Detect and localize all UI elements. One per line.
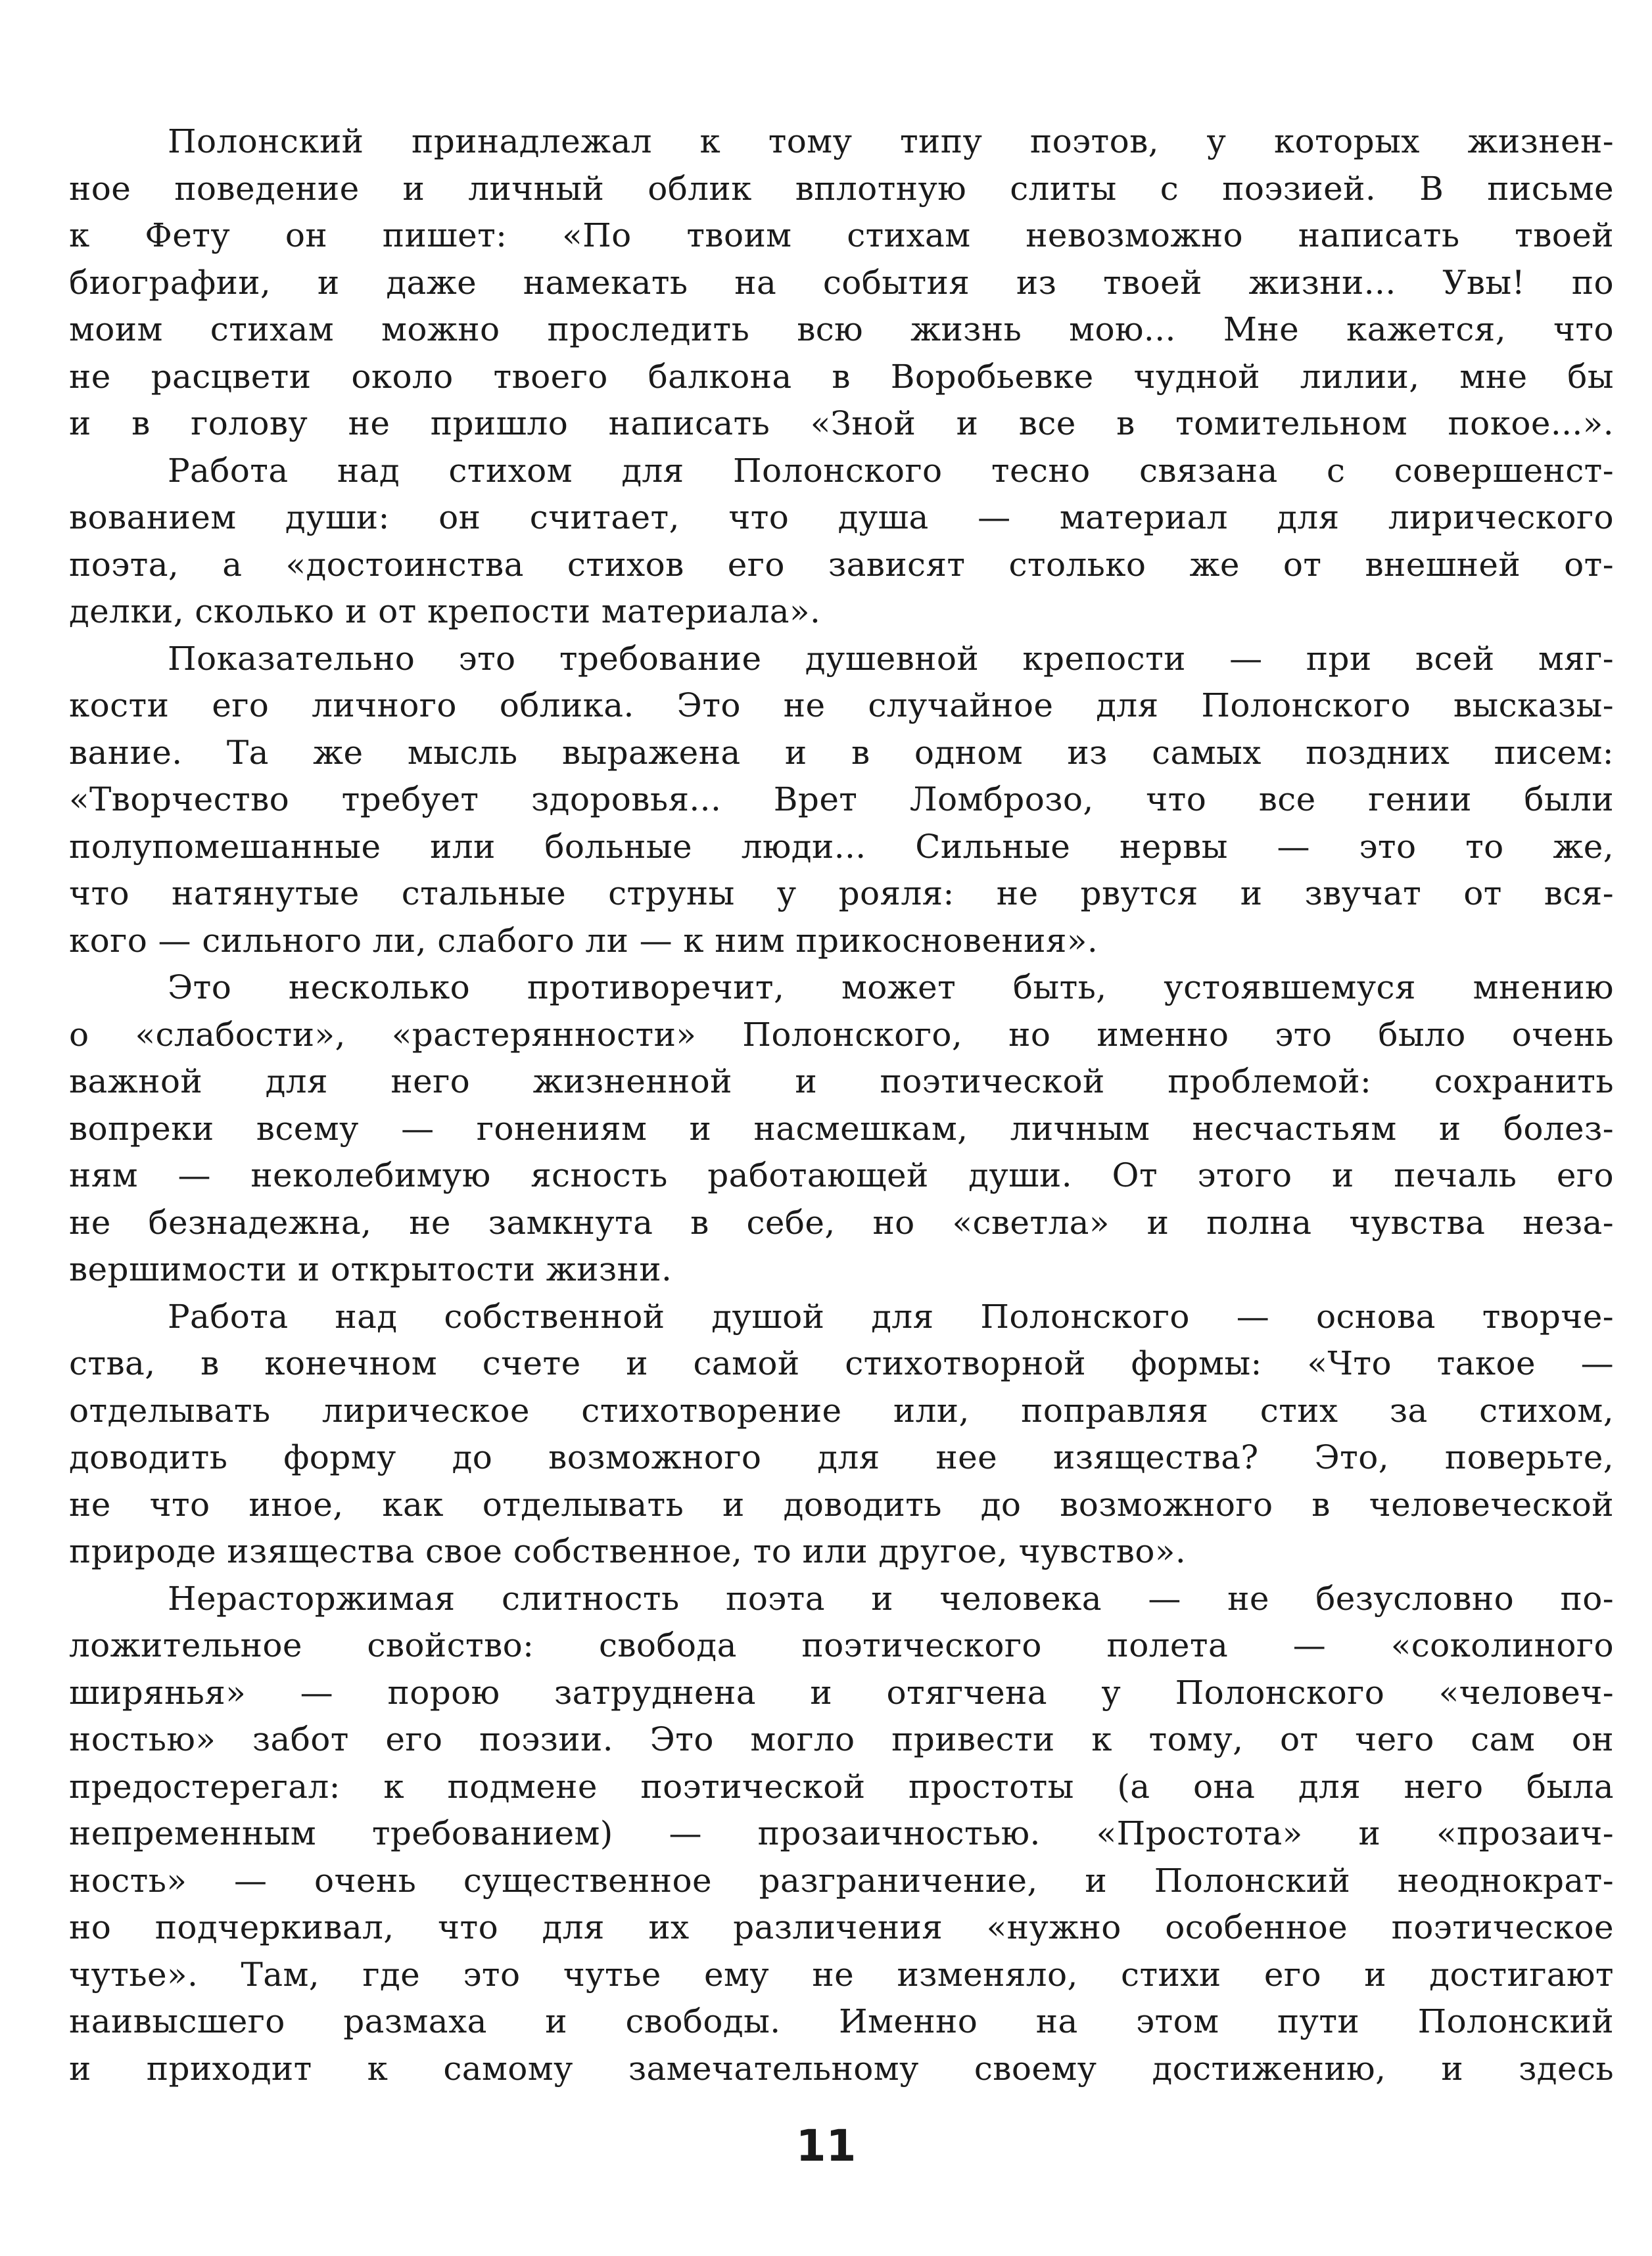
paragraph-4-line-4: вопреки всему — гонениям и насмешкам, личным несчастьям и болез- xyxy=(69,1109,1614,1148)
paragraph-5-line-3: отделывать лирическое стихотворение или, поправляя стих за стихом, xyxy=(69,1391,1614,1430)
paragraph-6-line-1: Нерасторжимая слитность поэта и человека — не безусловно по- xyxy=(168,1579,1614,1618)
paragraph-6-line-3: ширянья» — порою затруднена и отягчена у Полонского «человеч- xyxy=(69,1673,1614,1712)
paragraph-4-line-6: не безнадежна, не замкнута в себе, но «светла» и полна чувства неза- xyxy=(69,1203,1614,1242)
paragraph-3-line-5: полупомешанные или больные люди... Сильные нервы — это то же, xyxy=(69,827,1614,866)
paragraph-1-line-2: ное поведение и личный облик вплотную слиты с поэзией. В письме xyxy=(69,169,1614,208)
paragraph-5-line-4: доводить форму до возможного для нее изящества? Это, поверьте, xyxy=(69,1438,1614,1476)
paragraph-4-line-5: ням — неколебимую ясность работающей души. От этого и печаль его xyxy=(69,1156,1614,1194)
paragraph-3-line-1: Показательно это требование душевной крепости — при всей мяг- xyxy=(168,639,1614,678)
paragraph-4-line-3: важной для него жизненной и поэтической проблемой: сохранить xyxy=(69,1062,1614,1100)
paragraph-6-line-10: наивысшего размаха и свободы. Именно на этом пути Полонский xyxy=(69,2002,1614,2040)
paragraph-3-line-4: «Творчество требует здоровья... Врет Ломброзо, что все гении были xyxy=(69,780,1614,818)
paragraph-6-line-7: ность» — очень существенное разграничение, и Полонский неоднократ- xyxy=(69,1861,1614,1900)
body-text xyxy=(69,118,1614,2092)
paragraph-4-line-2: о «слабости», «растерянности» Полонского, но именно это было очень xyxy=(69,1015,1614,1054)
paragraph-6-line-9: чутье». Там, где это чутье ему не изменяло, стихи его и достигают xyxy=(69,1955,1614,1994)
paragraph-2-line-1: Работа над стихом для Полонского тесно связана с совершенст- xyxy=(168,451,1614,490)
paragraph-2-line-3: поэта, а «достоинства стихов его зависят столько же от внешней от- xyxy=(69,545,1614,584)
paragraph-4-line-1: Это несколько противоречит, может быть, устоявшемуся мнению xyxy=(168,968,1614,1006)
paragraph-3-line-3: вание. Та же мысль выражена и в одном из самых поздних писем: xyxy=(69,733,1614,772)
paragraph-6-line-11: и приходит к самому замечательному своему достижению, и здесь xyxy=(69,2049,1614,2088)
paragraph-1-line-7: и в голову не пришло написать «Зной и все в томительном покое...». xyxy=(69,404,1614,442)
paragraph-5-line-5: не что иное, как отделывать и доводить до возможного в человеческой xyxy=(69,1485,1614,1524)
paragraph-1-line-5: моим стихам можно проследить всю жизнь мою... Мне кажется, что xyxy=(69,310,1614,348)
paragraph-6-line-4: ностью» забот его поэзии. Это могло привести к тому, от чего сам он xyxy=(69,1720,1614,1758)
paragraph-2-line-4: делки, сколько и от крепости материала». xyxy=(69,592,821,630)
paragraph-6-line-2: ложительное свойство: свобода поэтического полета — «соколиного xyxy=(69,1626,1614,1664)
paragraph-2-line-2: вованием души: он считает, что душа — материал для лирического xyxy=(69,498,1614,536)
paragraph-3-line-6: что натянутые стальные струны у рояля: не рвутся и звучат от вся- xyxy=(69,874,1614,912)
paragraph-3-line-7: кого — сильного ли, слабого ли — к ним прикосновения». xyxy=(69,921,1098,960)
paragraph-4-line-7: вершимости и открытости жизни. xyxy=(69,1250,673,1288)
paragraph-6-line-5: предостерегал: к подмене поэтической простоты (а она для него была xyxy=(69,1767,1614,1806)
paragraph-6-line-8: но подчеркивал, что для их различения «нужно особенное поэтическое xyxy=(69,1908,1614,1946)
paragraph-5-line-1: Работа над собственной душой для Полонского — основа творче- xyxy=(168,1297,1614,1336)
paragraph-1-line-6: не расцвети около твоего балкона в Воробьевке чудной лилии, мне бы xyxy=(69,357,1614,396)
paragraph-1-line-3: к Фету он пишет: «По твоим стихам невозможно написать твоей xyxy=(69,216,1614,254)
paragraph-3-line-2: кости его личного облика. Это не случайное для Полонского высказы- xyxy=(69,686,1614,724)
page-number: 11 xyxy=(795,2121,857,2171)
paragraph-1-line-4: биографии, и даже намекать на события из твоей жизни... Увы! по xyxy=(69,263,1614,302)
paragraph-5-line-6: природе изящества свое собственное, то или другое, чувство». xyxy=(69,1532,1187,1570)
paragraph-5-line-2: ства, в конечном счете и самой стихотворной формы: «Что такое — xyxy=(69,1344,1614,1382)
paragraph-1-line-1: Полонский принадлежал к тому типу поэтов, у которых жизнен- xyxy=(168,122,1614,160)
paragraph-6-line-6: непременным требованием) — прозаичностью. «Простота» и «прозаич- xyxy=(69,1814,1614,1852)
